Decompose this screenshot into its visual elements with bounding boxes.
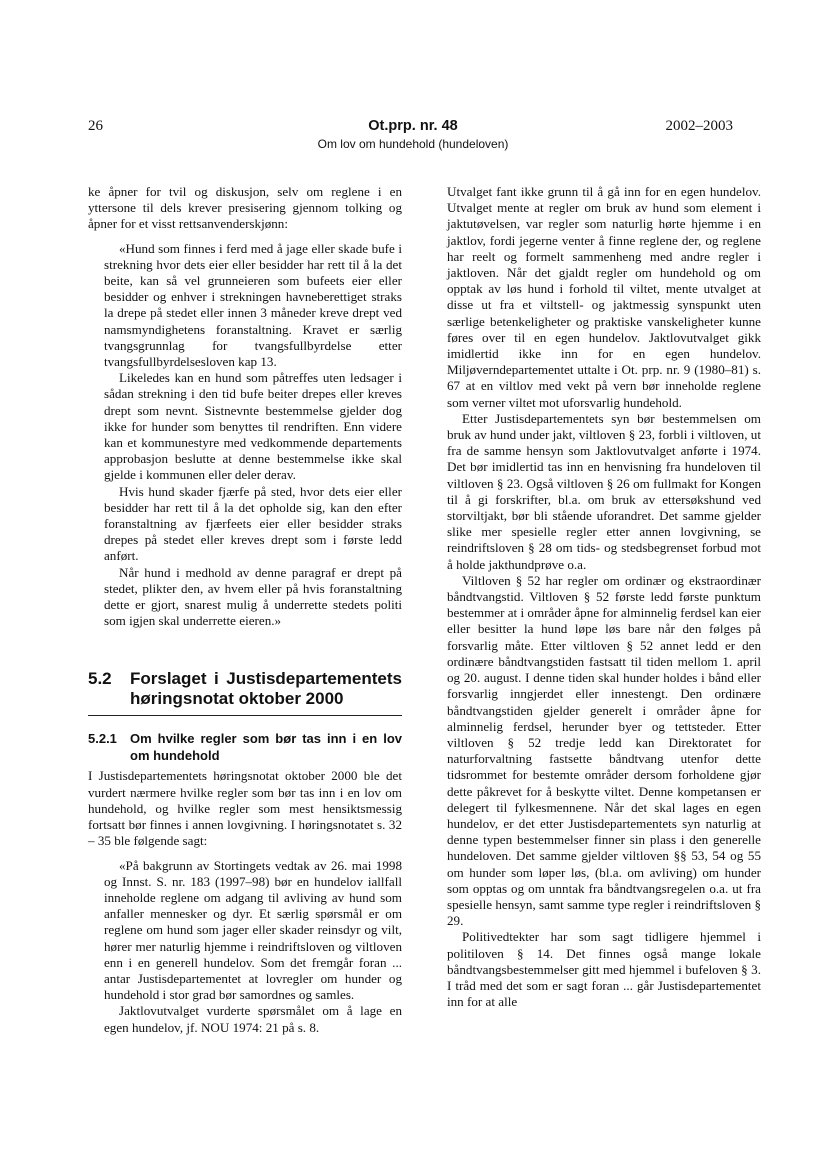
page-number: 26	[88, 118, 103, 134]
quote-paragraph: Når hund i medhold av denne paragraf er drept på stedet, plikter den, av hvem eller på hvis foranstaltning dette er gjort, snarest mulig å underrette stedets politi som igjen skal underrette eieren.»	[104, 564, 402, 629]
document-year: 2002–2003	[665, 118, 733, 134]
right-column	[447, 184, 761, 1010]
quote-paragraph: «Hund som finnes i ferd med å jage eller skade bufe i strekning hvor dets eier eller besidder har rett til å la det beite, kan så vel grunneieren som bufeets eier eller besidder og enhver i strekningen havneberettiget straks la drepe på stedet eller innen 3 måneder kreve drept ved namsmyndighetens foranstaltning. Kravet er særlig tvangsgrunnlag for tvangsfullbyrdelse etter tvangsfullbyrdelsesloven kap 13.	[104, 240, 402, 370]
section-heading	[88, 669, 402, 709]
paragraph: Utvalget fant ikke grunn til å gå inn for en egen hundelov. Utvalget mente at regler om bruk av hund som element i jaktutøvelsen, var regler som naturlig hørte hjemme i en jaktlov, fordi jegerne venter å finne reglene der, og reglene har reelt og formelt sammenheng med andre regler i jaktloven. Når det gjaldt regler om hundehold og om opptak av løs hund i forhold til viltet, mente utvalget at disse ut fra et viltstell- og jaktmessig synspunkt uten særlige betenkeligheter og praktiske vanskeligheter kunne føres over til en egen hundelov. Jaktlovutvalget gikk imidlertid ikke inn for en egen hundelov. Miljøverndepartementet uttalte i Ot. prp. nr. 9 (1980–81) s. 67 at en viltlov med vekt på vern bør inneholde reglene som verner viltet mot uforsvarlig hundehold.	[447, 184, 761, 410]
quote-paragraph: Hvis hund skader fjærfe på sted, hvor dets eier eller besidder har rett til å la det opholde sig, kan den efter foranstaltning av fjærfeets eier eller besidder straks drepes på stedet eller kreves drept som i første ledd anført.	[104, 483, 402, 564]
quote-paragraph: «På bakgrunn av Stortingets vedtak av 26. mai 1998 og Innst. S. nr. 183 (1997–98) bør en hundelov iallfall inneholde reglene om adgang til avliving av hund som anfaller mennesker og dyr. Et særlig spørsmål er om reglene om hund som jager eller skader reinsdyr og vilt, hører mer naturlig hjemme i reindriftsloven og viltloven enn i en generell hundelov. Som det fremgår foran ... antar Justisdepartementet at lovregler om hunder og hundehold i stor grad bør samordnes og samles.	[104, 857, 402, 1003]
section-title: Forslaget i Justisdepartementets høringsnotat oktober 2000	[130, 669, 402, 709]
section-number: 5.2	[88, 669, 112, 689]
paragraph: Viltloven § 52 har regler om ordinær og ekstraordinær båndtvangstid. Viltloven § 52 første ledd første punktum bestemmer at i områder åpne for alminnelig ferdsel kan eier eller besitter la hund løpe løs bare når den følges på forsvarlig måte. Etter viltloven § 52 annet ledd er den ordinære båndtvangstiden fastsatt til tiden mellom 1. april og 20. august. I denne tiden skal hunder holdes i bånd eller forsvarlig inngjerdet eller innestengt. Den ordinære båndtvangstiden gjelder generelt i områder åpne for alminnelig ferdsel, herunder byer og tettsteder. Etter viltloven § 52 tredje ledd kan Direktoratet for naturforvaltning fastsette båndtvang utenfor dette tidsrommet for bestemte områder dersom forholdene gjør dette påkrevet for å beskytte viltet. Denne kompetansen er delegert til fylkesmennene. Når det skal lages en egen hundelov, er det etter Justisdepartementets syn naturlig at denne typen bestemmelser finner sin plass i den generelle hundeloven. Det samme gjelder viltloven §§ 53, 54 og 55 om hunder som løper løs, (bl.a. om avliving) om hunder som opptas og om unntak fra båndtvangsregelen o.a. ut fra spesielle hensyn, samt samme type regler i reindriftsloven § 29.	[447, 572, 761, 929]
paragraph: ke åpner for tvil og diskusjon, selv om reglene i en yttersone til dels krever presisering gjennom tolking og åpner for et visst rettsanvenderskjønn:	[88, 184, 402, 232]
subsection-title: Om hvilke regler som bør tas inn i en lov om hundehold	[130, 731, 402, 764]
paragraph: Etter Justisdepartementets syn bør bestemmelsen om bruk av hund under jakt, viltloven § 23, forbli i viltloven, ut fra de samme hensyn som Jaktlovutvalget anførte i 1974. Det bør imidlertid tas inn en henvisning fra hundeloven til viltloven § 23. Også viltloven § 26 om fullmakt for Kongen til å gi forskrifter, bl.a. om bruk av ettersøkshund ved storviltjakt, bør bli stående uforandret. Det samme gjelder slike mer spesielle regler etter annen lovgivning, se reindriftsloven § 28 om tids- og stedsbegrenset forbud mot å holde jakthundprøve o.a.	[447, 410, 761, 572]
document-title: Ot.prp. nr. 48	[368, 118, 458, 134]
paragraph: Politivedtekter har som sagt tidligere hjemmel i politiloven § 14. Det finnes også mange lokale båndtvangsbestemmelser gitt med hjemmel i bufeloven § 3. I tråd med det som er sagt foran ... går Justisdepartementet inn for at alle	[447, 929, 761, 1010]
section-divider	[88, 715, 402, 716]
paragraph: I Justisdepartementets høringsnotat oktober 2000 ble det vurdert nærmere hvilke regler som bør tas inn i en lov om hundehold, og hvilke regler som mest hensiktsmessig fortsatt bør finnes i annen lovgivning. I høringsnotatet s. 32 – 35 ble følgende sagt:	[88, 768, 402, 849]
subsection-number: 5.2.1	[88, 731, 117, 747]
quote-paragraph: Jaktlovutvalget vurderte spørsmålet om å lage en egen hundelov, jf. NOU 1974: 21 på s. 8.	[104, 1003, 402, 1035]
left-column	[88, 184, 402, 1036]
quote-paragraph: Likeledes kan en hund som påtreffes uten ledsager i sådan strekning i den tid bufe beiter drepes eller kreves drept som nevnt. Sistnevnte bestemmelse gjelder dog ikke for hunder som benyttes til rendriften. Enn videre kan et kommunestyre med vedkommende departements approbasjon beslutte at denne bestemmelse ikke skal gjelde i kommunen eller deler derav.	[104, 370, 402, 483]
document-subtitle: Om lov om hundehold (hundeloven)	[317, 137, 509, 151]
subsection-heading	[88, 730, 402, 764]
